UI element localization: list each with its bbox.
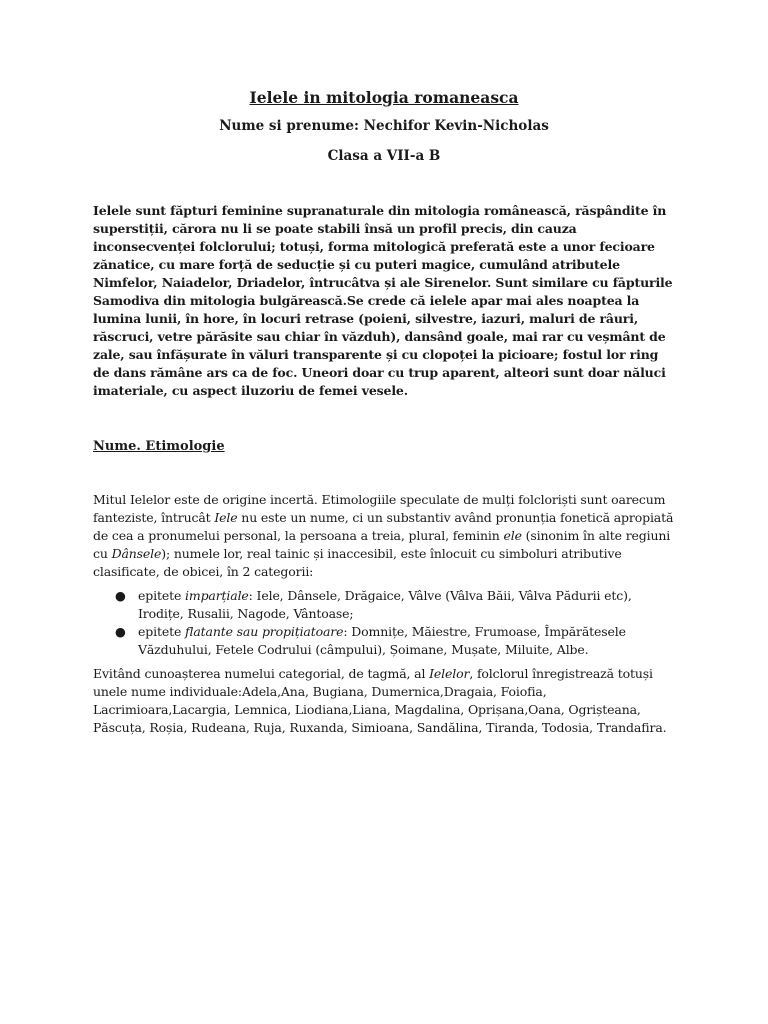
list-item-impartial-epithets: [93, 587, 678, 623]
etymology-term-iele: Iele: [214, 510, 238, 525]
etymology-term-ele: ele: [503, 528, 522, 543]
epithet-prefix: epitete: [138, 624, 186, 639]
closing-term-ielelor: Ielelor: [429, 666, 470, 681]
bullet-icon: ●: [115, 588, 126, 603]
closing-text-2: , folclorul înregistrează totuși unele nume individuale:Adela,Ana, Bugiana, Dumernica,Dragaia, Foiofia, Lacrimioara,Lacargia, Lemnica, Liodiana,Liana, Magdalina, Oprișana,Oana, Ogrișteana, Păscuța, Roșia, Rudeana, Ruja, Ruxanda, Simioana, Sandălina, Tiranda, Todosia, Trandafira.: [93, 666, 667, 735]
individual-names-paragraph: [93, 665, 678, 737]
epithet-list: [93, 587, 678, 659]
class-line: Clasa a VII-a B: [327, 148, 441, 164]
intro-paragraph: Ielele sunt făpturi feminine supranaturale din mitologia românească, răspândite în superstiții, cărora nu li se poate stabili însă un profil precis, din cauza inconsecvenței folclorului; totuși, forma mitologică preferată este a unor fecioare zănatice, cu mare forță de seducție și cu puteri magice, cumulând atributele Nimfelor, Naiadelor, Driadelor, întrucâtva și ale Sirenelor. Sunt similare cu fāpturile Samodiva din mitologia bulgărească.Se crede că ielele apar mai ales noaptea la lumina lunii, în hore, în locuri retrase (poieni, silvestre, iazuri, maluri de râuri, răscruci, vetre părăsite sau chiar în văzduh), dansând goale, mai rar cu veșmânt de zale, sau înfășurate în văluri transparente și cu clopoței la picioare; fostul lor ring de dans rămâne ars ca de foc. Uneori doar cu trup aparent, alteori sunt doar năluci imateriale, cu aspect iluzoriu de femei vesele.: [93, 203, 673, 398]
section-title-etymology: Nume. Etimologie: [93, 439, 225, 454]
author-name-line: Nume si prenume: Nechifor Kevin-Nicholas: [219, 118, 549, 134]
etymology-text-1: Mitul Ielelor este de origine incertă. Etimologiile speculate de mulți folcloriști sunt oarecum fanteziste, întrucât: [93, 492, 666, 525]
bullet-icon: ●: [115, 624, 126, 639]
etymology-text-3: (sinonim în alte regiuni cu: [93, 528, 671, 561]
etymology-text-4: ); numele lor, real tainic și inaccesibil, este înlocuit cu simboluri atributive clasificate, de obicei, în 2 categorii:: [93, 546, 622, 579]
epithet-category: flatante sau propițiatoare: [185, 624, 344, 639]
epithet-prefix: epitete: [138, 588, 186, 603]
etymology-paragraph: [93, 491, 678, 581]
list-item-flattering-epithets: [93, 623, 678, 659]
etymology-term-dansele: Dânsele: [111, 546, 162, 561]
etymology-text-2: nu este un nume, ci un substantiv având pronunția fonetică apropiată de cea a pronumelui personal, la persoana a treia, plural, feminin: [93, 510, 674, 543]
epithet-names: : Iele, Dânsele, Drăgaice, Vâlve (Vâlva Băii, Vâlva Pădurii etc), Irodițe, Rusalii, Nagode, Vântoase;: [138, 588, 632, 621]
closing-text-1: Evitând cunoașterea numelui categorial, de tagmă, al: [93, 666, 430, 681]
epithet-category: imparțiale: [185, 588, 249, 603]
epithet-names: : Domnițe, Măiestre, Frumoase, Împărătesele Văzduhului, Fetele Codrului (câmpului), Șoimane, Mușate, Miluite, Albe.: [138, 624, 626, 657]
document-title: Ielele in mitologia romaneasca: [249, 88, 519, 107]
